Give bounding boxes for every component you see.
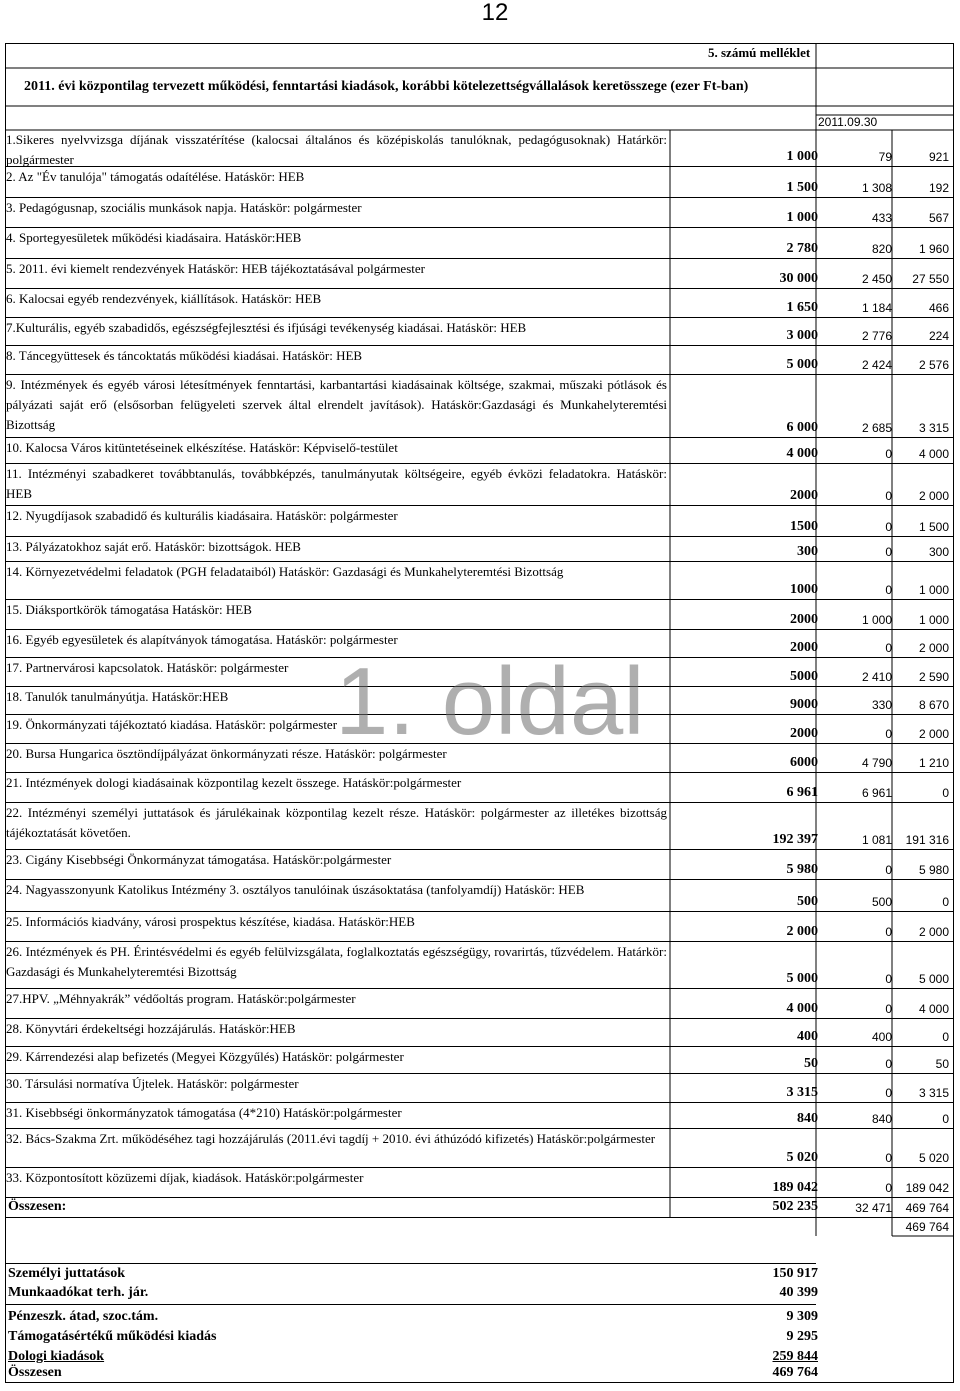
row-used: 840	[871, 1112, 892, 1126]
row-planned: 5 000	[786, 971, 818, 986]
row-used: 0	[885, 583, 892, 597]
row-planned: 6 961	[786, 785, 818, 800]
table-row	[6, 658, 953, 687]
row-used: 0	[885, 545, 892, 559]
table-row	[6, 1129, 953, 1168]
row-used: 1 000	[861, 613, 892, 627]
row-planned: 2 000	[786, 924, 818, 939]
row-used: 400	[871, 1030, 892, 1044]
row-planned: 50	[804, 1056, 818, 1071]
row-description: 32. Bács-Szakma Zrt. működéséhez tagi hozzájárulás (2011.évi tagdíj + 2010. évi áthúzódó kifizetés) Hatáskör:polgármester	[6, 1131, 656, 1146]
row-description: 22. Intézményi személyi juttatások és járulékainak központilag kezelt része. Hatáskör: polgármester az illetékes bizottság tájékoztatását követően.	[6, 805, 667, 840]
row-description: 20. Bursa Hungarica ösztöndíjpályázat önkormányzati része. Hatáskör: polgármester	[6, 746, 447, 761]
row-planned: 4 000	[786, 446, 818, 461]
page-watermark: 1. oldal	[335, 648, 645, 755]
row-description: 7.Kulturális, egyéb szabadidős, egészségfejlesztési és ifjúsági tevékenység kiadásai. Hatáskör: HEB	[6, 320, 527, 335]
summary-value: 259 844	[772, 1349, 818, 1364]
summary-value: 150 917	[772, 1266, 818, 1281]
table-row	[6, 259, 953, 289]
row-remaining: 1 210	[918, 756, 949, 770]
table-row	[6, 880, 953, 912]
row-used: 2 424	[861, 358, 892, 372]
row-description: 25. Információs kiadvány, városi prospektus készítése, kiadása. Hatáskör:HEB	[6, 914, 415, 929]
row-remaining: 8 670	[918, 698, 949, 712]
row-used: 0	[885, 1057, 892, 1071]
row-planned: 30 000	[779, 271, 818, 286]
row-used: 0	[885, 1181, 892, 1195]
row-used: 2 450	[861, 272, 892, 286]
row-remaining: 27 550	[912, 272, 949, 286]
row-description: 21. Intézmények dologi kiadásainak központilag kezelt összege. Hatáskör:polgármester	[6, 775, 462, 790]
row-used: 0	[885, 1151, 892, 1165]
row-used: 1 081	[861, 833, 892, 847]
row-planned: 2000	[790, 488, 818, 503]
summary-label: Támogatásértékű működési kiadás	[8, 1329, 217, 1344]
row-remaining: 2 590	[918, 670, 949, 684]
total-extra: 469 764	[905, 1220, 949, 1234]
row-planned: 840	[797, 1111, 818, 1126]
row-description: 11. Intézményi szabadkeret továbbtanulás, továbbképzés, tanulmányutak költségeire, egyéb évközi feladatokra. Hatáskör: HEB	[6, 466, 667, 501]
row-description: 15. Diáksportkörök támogatása Hatáskör: HEB	[6, 602, 252, 617]
row-planned: 5 980	[786, 862, 818, 877]
table-row	[6, 438, 953, 464]
row-used: 1 184	[861, 301, 892, 315]
row-description: 13. Pályázatokhoz saját erő. Hatáskör: bizottságok. HEB	[6, 539, 301, 554]
row-remaining: 192	[928, 181, 949, 195]
summary-row	[8, 1285, 818, 1303]
row-remaining: 2 576	[918, 358, 949, 372]
document-title: 2011. évi központilag tervezett működési, fenntartási kiadások, korábbi kötelezettségvállalások keretösszege (ezer Ft-ban)	[24, 79, 749, 94]
row-used: 79	[878, 150, 892, 164]
table-row	[6, 1019, 953, 1047]
table-row	[6, 773, 953, 803]
row-remaining: 191 316	[905, 833, 949, 847]
row-remaining: 2 000	[918, 925, 949, 939]
table-row	[6, 803, 953, 850]
table-row	[6, 346, 953, 375]
summary-value: 9 309	[786, 1309, 818, 1324]
row-description: 24. Nagyasszonyunk Katolikus Intézmény 3. osztályos tanulóinak úszásoktatása (tanfolyamdíj) Hatáskör: HEB	[6, 882, 585, 897]
row-used: 0	[885, 1002, 892, 1016]
row-used: 433	[871, 211, 892, 225]
row-description: 33. Központosított közüzemi díjak, kiadások. Hatáskör:polgármester	[6, 1170, 364, 1185]
row-planned: 1 000	[786, 210, 818, 225]
summary-label: Dologi kiadások	[8, 1349, 105, 1364]
row-description: 30. Társulási normatíva Újtelek. Hatáskör: polgármester	[6, 1076, 299, 1091]
total-remaining: 469 764	[905, 1201, 949, 1215]
row-used: 500	[871, 895, 892, 909]
row-description: 27.HPV. „Méhnyakrák” védőoltás program. Hatáskör:polgármester	[6, 991, 356, 1006]
table-row	[6, 989, 953, 1019]
row-remaining: 224	[928, 329, 949, 343]
table-row	[6, 130, 953, 167]
row-planned: 5 020	[786, 1150, 818, 1165]
row-planned: 4 000	[786, 1001, 818, 1016]
summary-value: 469 764	[772, 1365, 818, 1380]
row-description: 18. Tanulók tanulmányútja. Hatáskör:HEB	[6, 689, 229, 704]
row-description: 5. 2011. évi kiemelt rendezvények Hatáskör: HEB tájékoztatásával polgármester	[6, 261, 425, 276]
row-used: 820	[871, 242, 892, 256]
row-description: 16. Egyéb egyesületek és alapítványok támogatása. Hatáskör: polgármester	[6, 632, 398, 647]
summary-label: Pénzeszk. átad, szoc.tám.	[8, 1309, 159, 1324]
row-remaining: 1 500	[918, 520, 949, 534]
table-row	[6, 375, 953, 438]
row-description: 19. Önkormányzati tájékoztató kiadása. Hatáskör: polgármester	[6, 717, 338, 732]
row-remaining: 0	[942, 786, 949, 800]
row-description: 6. Kalocsai egyéb rendezvények, kiállítások. Hatáskör: HEB	[6, 291, 322, 306]
row-planned: 2000	[790, 726, 818, 741]
row-description: 9. Intézmények és egyéb városi létesítmények fenntartási, karbantartási kiadásainak költsége, szakmai, műszaki pótlások és pályázati saját erő (elsősorban felügyeleti szervek által elrendelt javítások). Hatáskör:Gazdasági és Munkahelyteremtési Bizottság	[6, 377, 667, 432]
summary-label: Munkaadókat terh. jár.	[8, 1285, 149, 1300]
row-description: 8. Táncegyüttesek és táncoktatás működési kiadásai. Hatáskör: HEB	[6, 348, 363, 363]
row-used: 0	[885, 641, 892, 655]
row-planned: 6000	[790, 755, 818, 770]
table-row	[6, 1103, 953, 1129]
summary-value: 9 295	[786, 1329, 818, 1344]
row-planned: 300	[797, 544, 818, 559]
row-remaining: 921	[928, 150, 949, 164]
row-remaining: 3 315	[918, 421, 949, 435]
row-remaining: 3 315	[918, 1086, 949, 1100]
summary-label: Összesen	[8, 1365, 62, 1380]
table-row	[6, 850, 953, 880]
table-row	[6, 715, 953, 744]
row-remaining: 4 000	[918, 447, 949, 461]
row-description: 26. Intézmények és PH. Érintésvédelmi és egyéb felülvizsgálata, foglalkoztatás egészségügy, rovarirtás, tűzvédelem. Határkör: Gazdasági és Munkahelyteremtési Bizottság	[6, 944, 667, 979]
total-planned: 502 235	[772, 1199, 818, 1214]
row-planned: 1000	[790, 582, 818, 597]
total-used: 32 471	[855, 1201, 892, 1215]
table-row	[6, 630, 953, 658]
table-row	[6, 600, 953, 630]
row-used: 2 410	[861, 670, 892, 684]
table-row	[6, 318, 953, 346]
row-planned: 2000	[790, 612, 818, 627]
summary-row	[8, 1266, 818, 1284]
row-used: 0	[885, 520, 892, 534]
row-used: 2 685	[861, 421, 892, 435]
row-planned: 5000	[790, 669, 818, 684]
table-row	[6, 912, 953, 942]
row-planned: 1 000	[786, 149, 818, 164]
row-planned: 9000	[790, 697, 818, 712]
table-row	[6, 942, 953, 989]
table-row	[6, 506, 953, 537]
row-remaining: 300	[928, 545, 949, 559]
table-row	[6, 464, 953, 506]
row-description: 14. Környezetvédelmi feladatok (PGH feladataiból) Hatáskör: Gazdasági és Munkahelyteremtési Bizottság	[6, 564, 564, 579]
row-remaining: 4 000	[918, 1002, 949, 1016]
row-description: 10. Kalocsa Város kitüntetéseinek elkészítése. Hatáskör: Képviselő-testület	[6, 440, 398, 455]
row-used: 4 790	[861, 756, 892, 770]
row-used: 1 308	[861, 181, 892, 195]
summary-label: Személyi juttatások	[8, 1266, 126, 1281]
row-planned: 2 780	[786, 241, 818, 256]
row-used: 0	[885, 727, 892, 741]
summary-row	[8, 1365, 818, 1383]
row-used: 6 961	[861, 786, 892, 800]
row-planned: 3 315	[786, 1085, 818, 1100]
row-used: 0	[885, 447, 892, 461]
row-description: 31. Kisebbségi önkormányzatok támogatása (4*210) Hatáskör:polgármester	[6, 1105, 402, 1120]
row-remaining: 2 000	[918, 641, 949, 655]
table-row	[6, 537, 953, 562]
row-remaining: 1 000	[918, 583, 949, 597]
row-planned: 1 500	[786, 180, 818, 195]
row-description: 28. Könyvtári érdekeltségi hozzájárulás. Hatáskör:HEB	[6, 1021, 296, 1036]
table-row	[6, 562, 953, 600]
row-used: 2 776	[861, 329, 892, 343]
row-remaining: 567	[928, 211, 949, 225]
row-description: 17. Partnervárosi kapcsolatok. Hatáskör: polgármester	[6, 660, 289, 675]
row-remaining: 2 000	[918, 489, 949, 503]
row-description: 12. Nyugdíjasok szabadidő és kulturális kiadásaira. Hatáskör: polgármester	[6, 508, 398, 523]
row-remaining: 0	[942, 895, 949, 909]
row-planned: 1500	[790, 519, 818, 534]
row-used: 0	[885, 863, 892, 877]
row-description: 2. Az "Év tanulója" támogatás odaítélése. Hatáskör: HEB	[6, 169, 305, 184]
row-planned: 189 042	[772, 1180, 818, 1195]
row-used: 0	[885, 925, 892, 939]
row-used: 0	[885, 489, 892, 503]
page-number: 12	[481, 0, 509, 26]
summary-row	[8, 1329, 818, 1347]
table-row	[6, 167, 953, 198]
row-description: 1.Sikeres nyelvvizsga díjának visszatérítése (kalocsai általános és középiskolás tanulóknak, pedagógusoknak) Határkör: polgármester	[6, 132, 667, 167]
row-description: 23. Cigány Kisebbségi Önkormányzat támogatása. Hatáskör:polgármester	[6, 852, 392, 867]
row-planned: 400	[797, 1029, 818, 1044]
total-label: Összesen:	[8, 1199, 67, 1214]
row-used: 330	[871, 698, 892, 712]
row-remaining: 0	[942, 1030, 949, 1044]
table-row	[6, 687, 953, 715]
row-remaining: 2 000	[918, 727, 949, 741]
summary-value: 40 399	[779, 1285, 818, 1300]
row-remaining: 189 042	[905, 1181, 949, 1195]
annex-label: 5. számú melléklet	[708, 45, 811, 60]
row-planned: 6 000	[786, 420, 818, 435]
row-planned: 3 000	[786, 328, 818, 343]
summary-divider	[6, 1304, 816, 1305]
row-remaining: 50	[935, 1057, 949, 1071]
table-row	[6, 228, 953, 259]
row-planned: 5 000	[786, 357, 818, 372]
summary-top-line	[6, 1263, 816, 1264]
row-remaining: 5 980	[918, 863, 949, 877]
row-remaining: 5 000	[918, 972, 949, 986]
row-remaining: 1 000	[918, 613, 949, 627]
table-row	[6, 1168, 953, 1198]
row-planned: 500	[797, 894, 818, 909]
row-used: 0	[885, 972, 892, 986]
row-description: 4. Sportegyesületek működési kiadásaira. Hatáskör:HEB	[6, 230, 302, 245]
row-remaining: 1 960	[918, 242, 949, 256]
table-row	[6, 1074, 953, 1103]
table-row	[6, 289, 953, 318]
summary-row	[8, 1309, 818, 1327]
table-row	[6, 744, 953, 773]
row-description: 3. Pedagógusnap, szociális munkások napja. Hatáskör: polgármester	[6, 200, 362, 215]
table-row	[6, 1047, 953, 1074]
row-remaining: 466	[928, 301, 949, 315]
row-remaining: 0	[942, 1112, 949, 1126]
row-remaining: 5 020	[918, 1151, 949, 1165]
total-row	[6, 1198, 953, 1218]
row-used: 0	[885, 1086, 892, 1100]
table-row	[6, 198, 953, 228]
row-planned: 1 650	[786, 300, 818, 315]
row-planned: 2000	[790, 640, 818, 655]
row-description: 29. Kárrendezési alap befizetés (Megyei Közgyűlés) Hatáskör: polgármester	[6, 1049, 404, 1064]
row-planned: 192 397	[772, 832, 818, 847]
date-header: 2011.09.30	[818, 115, 878, 129]
